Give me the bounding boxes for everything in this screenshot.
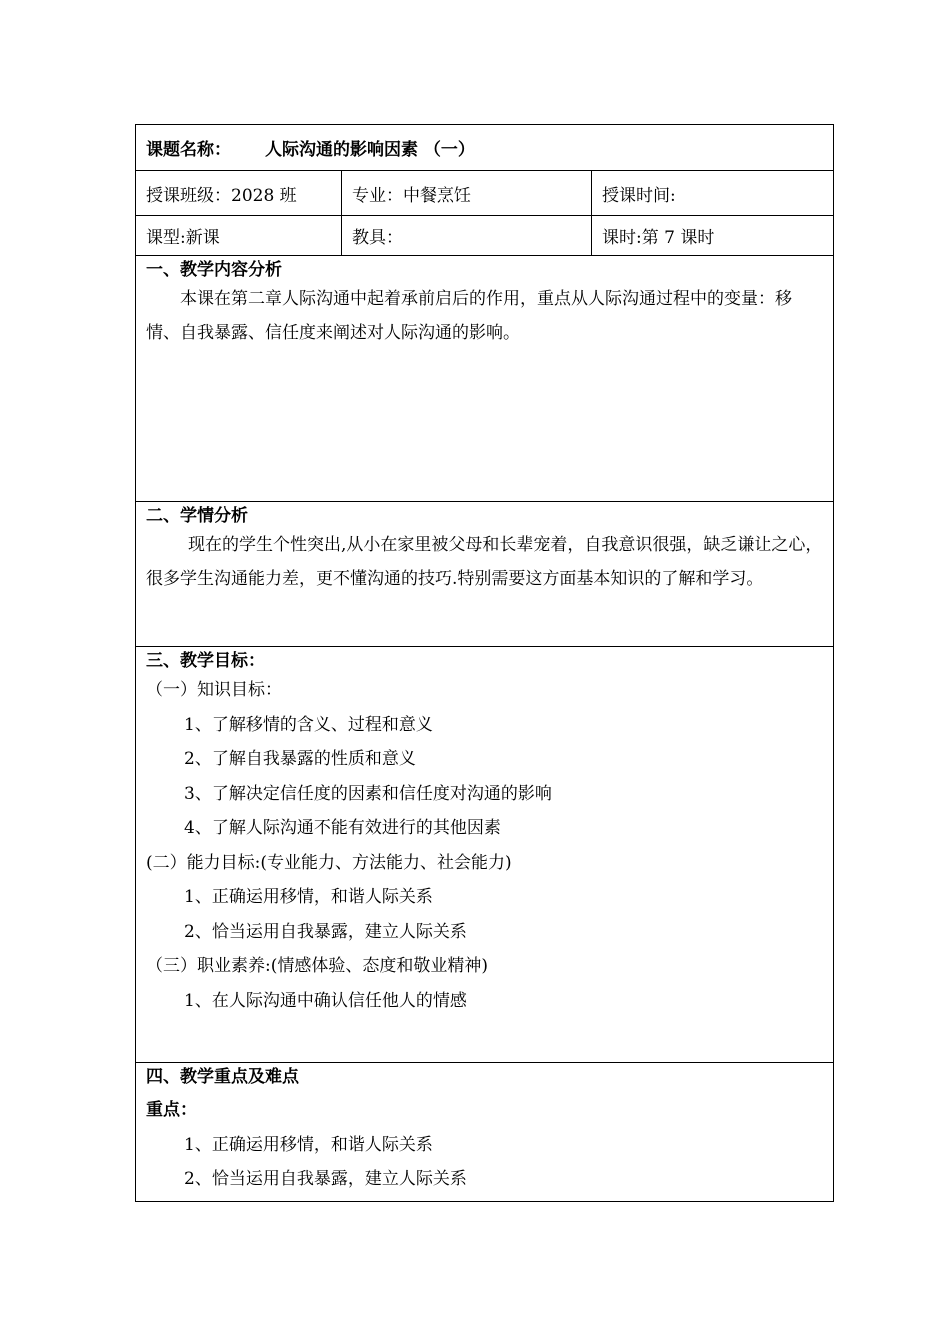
list-item: 3、了解决定信任度的因素和信任度对沟通的影响 (184, 783, 552, 804)
major-cell: 专业：中餐烹饪 (341, 171, 591, 215)
list-item: 1、在人际沟通中确认信任他人的情感 (184, 990, 467, 1011)
list-item: 1、正确运用移情，和谐人际关系 (184, 887, 433, 907)
focus-label: 重点： (146, 1100, 197, 1120)
list-item: 1、正确运用移情，和谐人际关系 (184, 1134, 433, 1155)
student-analysis-title: 二、学情分析 (146, 506, 248, 526)
objectives-section (136, 647, 833, 1063)
content-analysis-section (136, 256, 833, 502)
list-item: 2、了解自我暴露的性质和意义 (184, 749, 416, 769)
list-item: 1、了解移情的含义、过程和意义 (184, 714, 433, 735)
list-item: 2、恰当运用自我暴露，建立人际关系 (184, 921, 467, 942)
knowledge-objectives-title: （一）知识目标： (146, 680, 282, 700)
student-analysis-section (136, 502, 833, 647)
literacy-objectives-title: （三）职业素养:(情感体验、态度和敬业精神) (146, 956, 488, 976)
lesson-type-cell: 课型:新课 (146, 228, 220, 248)
teaching-aids-cell: 教具： (341, 216, 591, 255)
time-cell: 授课时间: (591, 171, 833, 215)
class-cell: 授课班级：2028 班 (146, 185, 297, 206)
info-row-1 (136, 171, 833, 216)
content-analysis-title: 一、教学内容分析 (146, 260, 282, 280)
list-item: 4、了解人际沟通不能有效进行的其他因素 (184, 818, 501, 838)
info-row-2 (136, 216, 833, 256)
content-analysis-text: 本课在第二章人际沟通中起着承前启后的作用，重点从人际沟通过程中的变量：移情、自我暴露、信任度来阐述对人际沟通的影响。 (146, 289, 792, 343)
objectives-title: 三、教学目标： (146, 651, 265, 671)
student-analysis-text: 现在的学生个性突出,从小在家里被父母和长辈宠着，自我意识很强，缺乏谦让之心，很多学生沟通能力差，更不懂沟通的技巧.特别需要这方面基本知识的了解和学习。 (146, 535, 823, 589)
class-hour-cell: 课时:第 7 课时 (591, 216, 833, 255)
lesson-title-label: 课题名称： (146, 140, 231, 160)
key-points-section (136, 1063, 833, 1201)
ability-objectives-title: (二）能力目标:(专业能力、方法能力、社会能力) (146, 852, 512, 873)
lesson-title-row (136, 125, 833, 171)
key-points-title: 四、教学重点及难点 (146, 1067, 299, 1087)
lesson-title-value: 人际沟通的影响因素 （一） (265, 140, 475, 160)
lesson-plan-table (135, 124, 834, 1202)
list-item: 2、恰当运用自我暴露，建立人际关系 (184, 1169, 467, 1189)
